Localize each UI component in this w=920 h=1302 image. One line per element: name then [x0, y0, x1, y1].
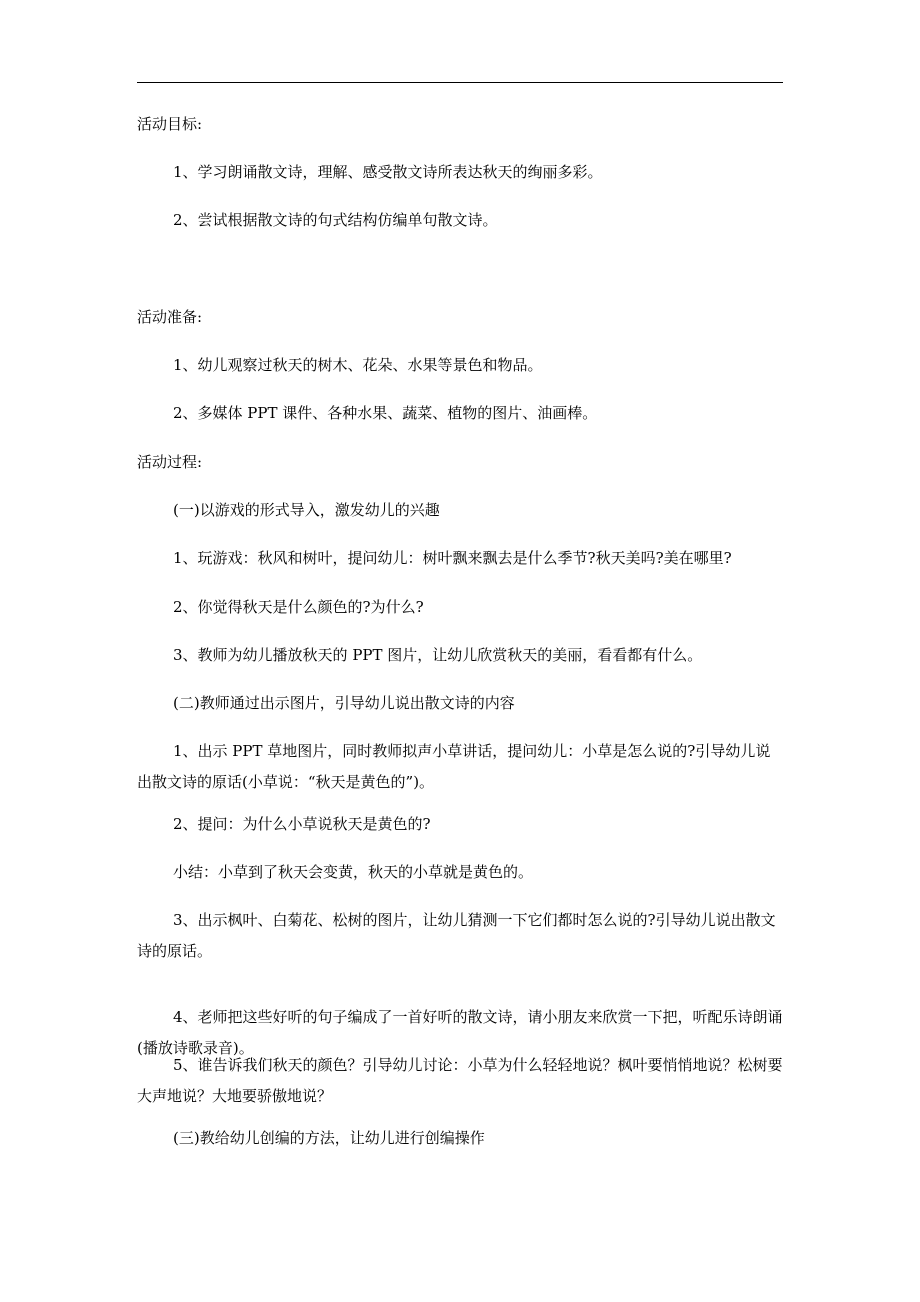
section-2-item-2: 2、提问：为什么小草说秋天是黄色的? — [173, 815, 431, 833]
section-heading-3: (三)教给幼儿创编的方法，让幼儿进行创编操作 — [173, 1129, 485, 1147]
section-2-item-3: 3、出示枫叶、白菊花、松树的图片，让幼儿猜测一下它们都时怎么说的?引导幼儿说出散文诗的原话。 — [137, 911, 776, 960]
section-1-item-1: 1、玩游戏：秋风和树叶，提问幼儿：树叶飘来飘去是什么季节?秋天美吗?美在哪里? — [173, 549, 732, 567]
prep-item-2: 2、多媒体 PPT 课件、各种水果、蔬菜、植物的图片、油画棒。 — [173, 404, 598, 422]
prep-heading: 活动准备: — [137, 308, 203, 326]
process-heading: 活动过程: — [137, 453, 203, 471]
section-heading-1: (一)以游戏的形式导入，激发幼儿的兴趣 — [173, 501, 440, 519]
section-1-item-2: 2、你觉得秋天是什么颜色的?为什么? — [173, 598, 424, 616]
goals-heading: 活动目标: — [137, 115, 203, 133]
section-2-summary: 小结：小草到了秋天会变黄，秋天的小草就是黄色的。 — [173, 863, 534, 881]
goal-item-1: 1、学习朗诵散文诗，理解、感受散文诗所表达秋天的绚丽多彩。 — [173, 163, 603, 181]
goal-item-2: 2、尝试根据散文诗的句式结构仿编单句散文诗。 — [173, 211, 498, 229]
header-rule — [137, 82, 783, 83]
section-2-item-5: 5、谁告诉我们秋天的颜色？引导幼儿讨论：小草为什么轻轻地说？枫叶要悄悄地说？松树要大声地说？大地要骄傲地说？ — [137, 1056, 783, 1105]
section-2-item-4: 4、老师把这些好听的句子编成了一首好听的散文诗，请小朋友来欣赏一下把，听配乐诗朗诵(播放诗歌录音)。 — [137, 1008, 783, 1057]
section-heading-2: (二)教师通过出示图片，引导幼儿说出散文诗的内容 — [173, 694, 515, 712]
prep-item-1: 1、幼儿观察过秋天的树木、花朵、水果等景色和物品。 — [173, 356, 543, 374]
section-1-item-3: 3、教师为幼儿播放秋天的 PPT 图片，让幼儿欣赏秋天的美丽，看看都有什么。 — [173, 646, 703, 664]
section-2-item-1: 1、出示 PPT 草地图片，同时教师拟声小草讲话，提问幼儿：小草是怎么说的?引导幼儿说出散文诗的原话(小草说：“秋天是黄色的”)。 — [137, 742, 771, 791]
